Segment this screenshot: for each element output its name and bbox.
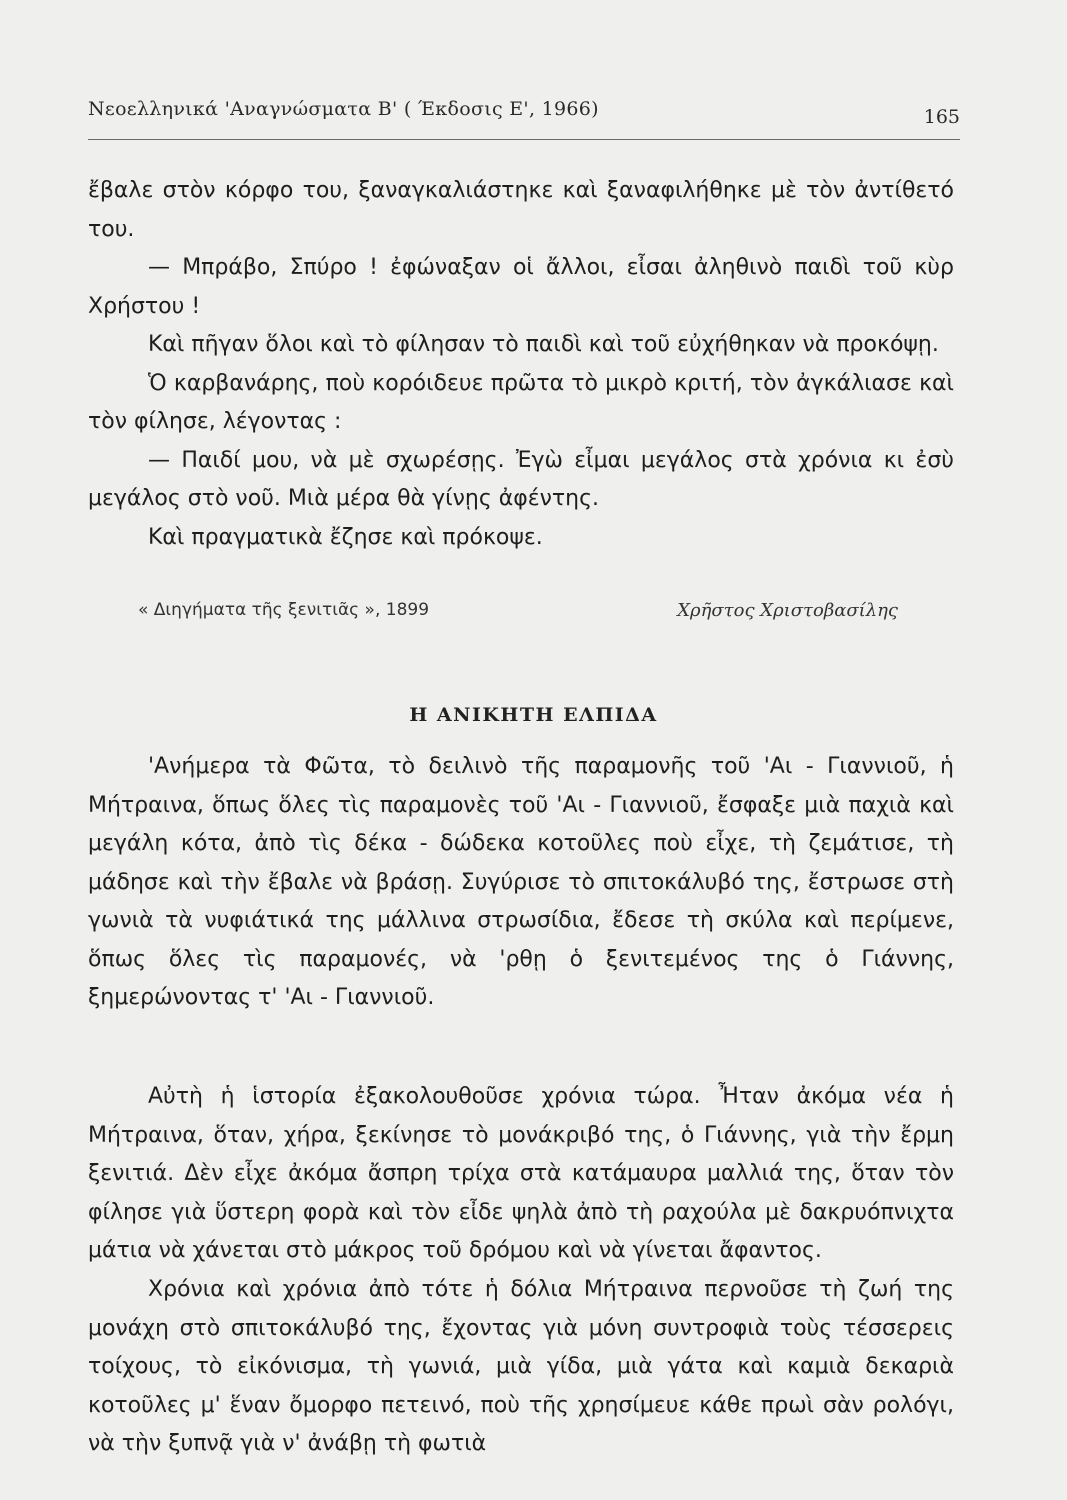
source-title: « Διηγήματα τῆς ξενιτιᾶς », 1899 xyxy=(138,600,430,620)
page-number: 165 xyxy=(923,106,960,128)
previous-story-ending xyxy=(88,172,954,557)
story-paragraph-1 xyxy=(88,748,954,1018)
paragraph: — Παιδί μου, νὰ μὲ σχωρέσῃς. Ἐγὼ εἶμαι μεγάλος στὰ χρόνια κι ἐσὺ μεγάλος στὸ νοῦ. Μιὰ μέρα θὰ γίνῃς ἀφέντης. xyxy=(88,447,954,511)
running-header xyxy=(88,92,960,128)
story-paragraph-2 xyxy=(88,1078,954,1271)
paragraph: — Μπράβο, Σπύρο ! ἐφώναξαν οἱ ἄλλοι, εἶσαι ἀληθινὸ παιδὶ τοῦ κὺρ Χρήστου ! xyxy=(88,255,954,319)
paragraph: Καὶ πῆγαν ὅλοι καὶ τὸ φίλησαν τὸ παιδὶ καὶ τοῦ εὐχήθηκαν νὰ προκόψῃ. xyxy=(148,332,939,357)
paragraph: Αὐτὴ ἡ ἱστορία ἐξακολουθοῦσε χρόνια τώρα. Ἦταν ἀκόμα νέα ἡ Μήτραινα, ὅταν, χήρα, ξεκίνησε τὸ μονάκριβό της, ὁ Γιάννης, γιὰ τὴν ἔρμη ξενιτιά. Δὲν εἶχε ἀκόμα ἄσπρη τρίχα στὰ κατάμαυρα μαλλιά της, ὅταν τὸν φίλησε γιὰ ὕστερη φορὰ καὶ τὸν εἶδε ψηλὰ ἀπὸ τὴ ραχούλα μὲ δακρυόπνιχτα μάτια νὰ χάνεται στὸ μάκρος τοῦ δρόμου καὶ νὰ γίνεται ἄφαντος. xyxy=(88,1084,954,1263)
header-divider xyxy=(88,139,960,140)
paragraph: ἔβαλε στὸν κόρφο του, ξαναγκαλιάστηκε καὶ ξαναφιλήθηκε μὲ τὸν ἀντίθετό του. xyxy=(88,178,954,242)
paragraph: 'Ανήμερα τὰ Φῶτα, τὸ δειλινὸ τῆς παραμονῆς τοῦ 'Αι - Γιαννιοῦ, ἡ Μήτραινα, ὅπως ὅλες τὶς παραμονὲς τοῦ 'Αι - Γιαννιοῦ, ἔσφαξε μιὰ παχιὰ καὶ μεγάλη κότα, ἀπὸ τὶς δέκα - δώδεκα κοτοῦλες ποὺ εἶχε, τὴ ζεμάτισε, τὴ μάδησε καὶ τὴν ἔβαλε νὰ βράσῃ. Συγύρισε τὸ σπιτοκάλυβό της, ἔστρωσε στὴ γωνιὰ τὰ νυφιάτικά της μάλλινα στρωσίδια, ἔδεσε τὴ σκύλα καὶ περίμενε, ὅπως ὅλες τὶς παραμονές, νὰ 'ρθῃ ὁ ξενιτεμένος της ὁ Γιάννης, ξημερώνοντας τ' 'Αι - Γιαννιοῦ. xyxy=(88,754,954,1010)
running-header-title: Νεοελληνικά 'Αναγνώσματα Β' ( Έκδοσις Ε', 1966) xyxy=(88,98,599,120)
paragraph: Χρόνια καὶ χρόνια ἀπὸ τότε ἡ δόλια Μήτραινα περνοῦσε τὴ ζωή της μονάχη στὸ σπιτοκάλυβό της, ἔχοντας γιὰ μόνη συντροφιὰ τοὺς τέσσερεις τοίχους, τὸ εἰκόνισμα, τὴ γωνιά, μιὰ γίδα, μιὰ γάτα καὶ καμιὰ δεκαριὰ κοτοῦλες μ' ἕναν ὄμορφο πετεινό, ποὺ τῆς χρησίμευε κάθε πρωὶ σὰν ρολόγι, νὰ τὴν ξυπνᾷ γιὰ ν' ἀνάβῃ τὴ φωτιὰ xyxy=(88,1277,954,1456)
story-paragraph-3 xyxy=(88,1271,954,1464)
author-name: Χρῆστος Χριστοβασίλης xyxy=(677,600,898,621)
paragraph: Ὁ καρβανάρης, ποὺ κορόιδευε πρῶτα τὸ μικρὸ κριτή, τὸν ἀγκάλιασε καὶ τὸν φίλησε, λέγοντας : xyxy=(88,370,954,434)
paragraph: Καὶ πραγματικὰ ἔζησε καὶ πρόκοψε. xyxy=(148,524,543,550)
source-citation xyxy=(138,600,898,620)
story-title: Η ΑΝΙΚΗΤΗ ΕΛΠΙΔΑ xyxy=(409,704,658,726)
